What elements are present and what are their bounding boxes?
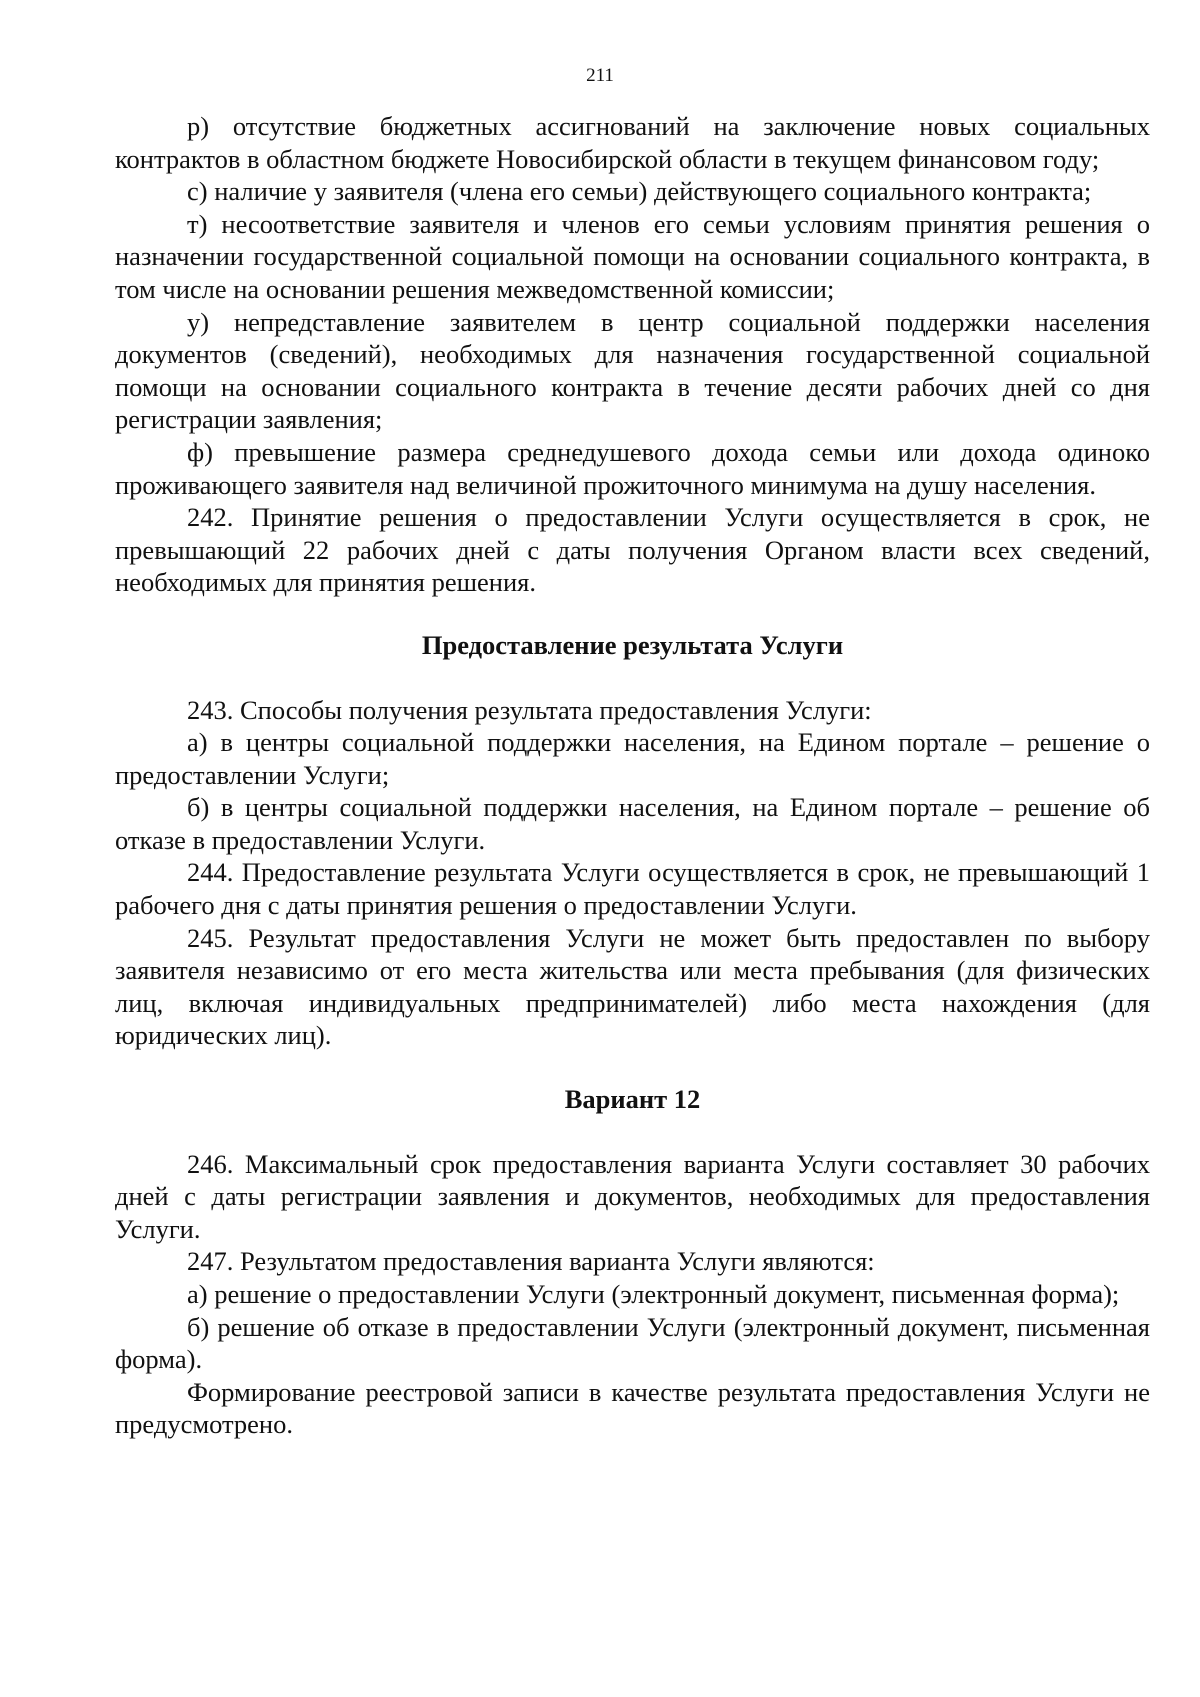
result-item-b: б) решение об отказе в предоставлении Услуги (электронный документ, письменная форма).: [115, 1311, 1150, 1375]
list-item-s: с) наличие у заявителя (члена его семьи) действующего социального контракта;: [187, 176, 1092, 207]
list-item-f: ф) превышение размера среднедушевого дохода семьи или дохода одиноко проживающего заявителя над величиной прожиточного минимума на душу населения.: [115, 436, 1150, 500]
list-item-t: т) несоответствие заявителя и членов его семьи условиям принятия решения о назначении государственной социальной помощи на основании социального контракта, в том числе на основании решения межведомственной комиссии;: [115, 208, 1150, 304]
clause-245: 245. Результат предоставления Услуги не может быть предоставлен по выбору заявителя независимо от его места жительства или места пребывания (для физических лиц, включая индивидуальных предпринимателей) либо места нахождения (для юридических лиц).: [115, 922, 1150, 1051]
clause-244: 244. Предоставление результата Услуги осуществляется в срок, не превышающий 1 рабочего дня с даты принятия решения о предоставлении Услуги.: [115, 857, 1150, 921]
clause-243: 243. Способы получения результата предоставления Услуги:: [187, 694, 872, 725]
list-item-u: у) непредставление заявителем в центр социальной поддержки населения документов (сведений), необходимых для назначения государственной социальной помощи на основании социального контракта в течение десяти рабочих дней со дня регистрации заявления;: [115, 306, 1150, 435]
list-item-r: р) отсутствие бюджетных ассигнований на заключение новых социальных контрактов в областном бюджете Новосибирской области в текущем финансовом году;: [115, 111, 1150, 174]
result-item-a: а) решение о предоставлении Услуги (электронный документ, письменная форма);: [187, 1279, 1120, 1309]
clause-246: 246. Максимальный срок предоставления варианта Услуги составляет 30 рабочих дней с даты регистрации заявления и документов, необходимых для предоставления Услуги.: [115, 1148, 1150, 1244]
clause-247: 247. Результатом предоставления варианта Услуги являются:: [187, 1246, 875, 1277]
registry-note: Формирование реестровой записи в качестве результата предоставления Услуги не предусмотрено.: [115, 1376, 1150, 1440]
list-item-a: а) в центры социальной поддержки населения, на Едином портале – решение о предоставлении Услуги;: [115, 727, 1150, 790]
section-heading-variant: Вариант 12: [564, 1084, 701, 1115]
page-number: 211: [586, 65, 614, 86]
clause-242: 242. Принятие решения о предоставлении Услуги осуществляется в срок, не превышающий 22 рабочих дней с даты получения Органом власти всех сведений, необходимых для принятия решения.: [115, 502, 1150, 598]
section-heading-result: Предоставление результата Услуги: [421, 629, 844, 660]
document-body: [115, 110, 1150, 1441]
list-item-b: б) в центры социальной поддержки населения, на Едином портале – решение об отказе в предоставлении Услуги.: [115, 792, 1150, 855]
